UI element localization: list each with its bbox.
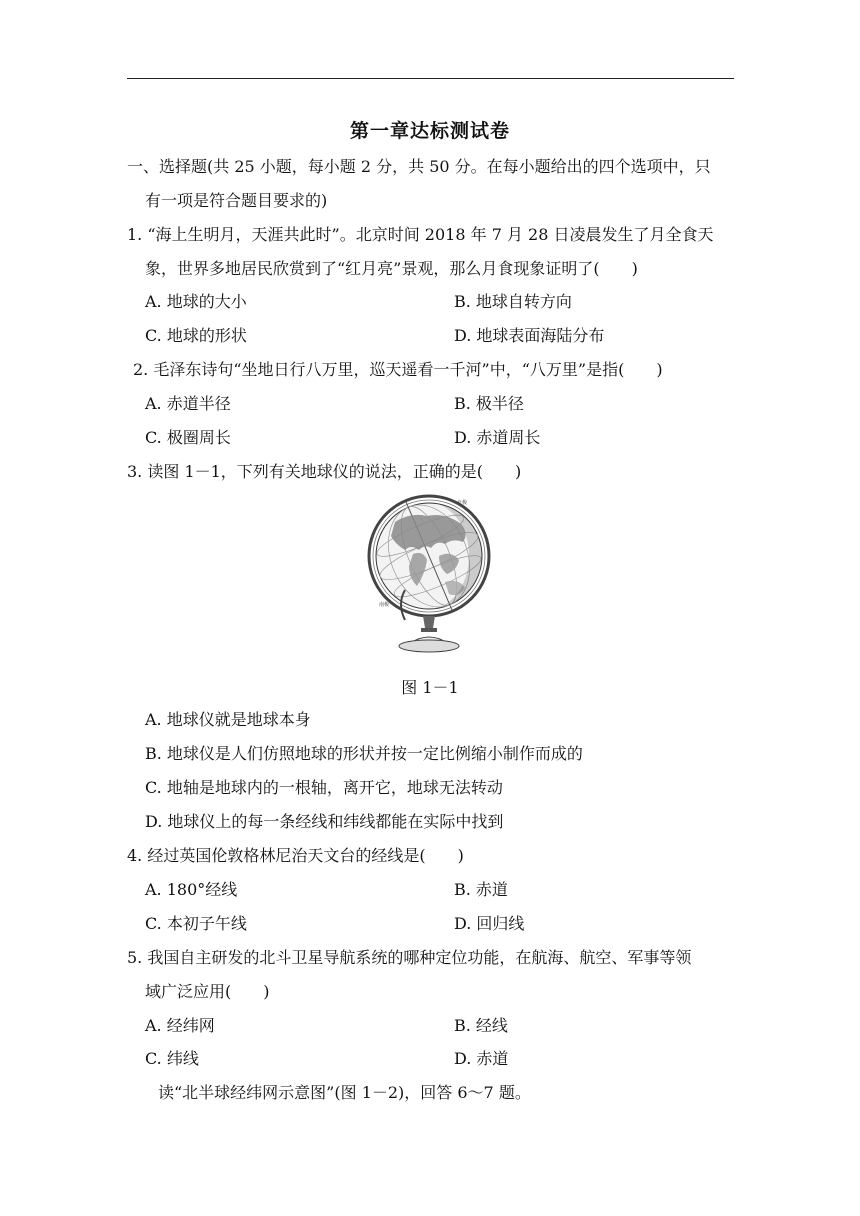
question-1-stem-line2: 象，世界多地居民欣赏到了“红月亮”景观，那么月食现象证明了( ) <box>145 259 638 278</box>
section-heading-line2: 有一项是符合题目要求的) <box>145 191 328 210</box>
question-2-option-b: B. 极半径 <box>454 394 524 413</box>
question-4-option-a: A. 180°经线 <box>145 880 238 899</box>
figure-label-north: 北极 <box>457 500 468 506</box>
question-4-option-c: C. 本初子午线 <box>145 914 247 933</box>
question-1-option-c: C. 地球的形状 <box>145 326 247 345</box>
question-3-option-c: C. 地轴是地球内的一根轴，离开它，地球无法转动 <box>145 778 503 797</box>
question-5-option-a: A. 经纬网 <box>145 1016 215 1035</box>
question-4-stem: 4. 经过英国伦敦格林尼治天文台的经线是( ) <box>127 846 464 865</box>
question-1-option-d: D. 地球表面海陆分布 <box>454 326 605 345</box>
question-3-option-b: B. 地球仪是人们仿照地球的形状并按一定比例缩小制作而成的 <box>145 744 583 763</box>
question-5-option-d: D. 赤道 <box>454 1049 509 1068</box>
question-2-stem: 2. 毛泽东诗句“坐地日行八万里，巡天遥看一千河”中，“八万里”是指( ) <box>133 360 663 379</box>
section-heading-line1: 一、选择题(共 25 小题，每小题 2 分，共 50 分。在每小题给出的四个选项中，只 <box>127 157 711 176</box>
question-1-stem-line1: 1. “海上生明月，天涯共此时”。北京时间 2018 年 7 月 28 日凌晨发生了月全食天 <box>127 225 714 244</box>
globe-illustration <box>365 494 495 664</box>
header-rule <box>127 78 734 79</box>
question-4-option-b: B. 赤道 <box>454 880 508 899</box>
question-3-option-d: D. 地球仪上的每一条经线和纬线都能在实际中找到 <box>145 812 504 831</box>
question-5-stem-line2: 域广泛应用( ) <box>145 982 270 1001</box>
page-title: 第一章达标测试卷 <box>349 120 510 142</box>
question-5-option-b: B. 经线 <box>454 1016 508 1035</box>
reading-prompt: 读“北半球经纬网示意图”(图 1－2)，回答 6～7 题。 <box>158 1083 531 1102</box>
question-1-option-b: B. 地球自转方向 <box>454 292 572 311</box>
question-3-option-a: A. 地球仪就是地球本身 <box>145 710 311 729</box>
figure-caption: 图 1－1 <box>401 678 459 697</box>
question-2-option-d: D. 赤道周长 <box>454 428 541 447</box>
question-2-option-a: A. 赤道半径 <box>145 394 231 413</box>
question-3-stem: 3. 读图 1－1，下列有关地球仪的说法，正确的是( ) <box>127 462 522 481</box>
question-5-stem-line1: 5. 我国自主研发的北斗卫星导航系统的哪种定位功能，在航海、航空、军事等领 <box>127 948 692 967</box>
globe-figure <box>365 494 495 664</box>
question-5-option-c: C. 纬线 <box>145 1049 199 1068</box>
question-4-option-d: D. 回归线 <box>454 914 525 933</box>
question-2-option-c: C. 极圈周长 <box>145 428 231 447</box>
question-1-option-a: A. 地球的大小 <box>145 292 247 311</box>
figure-label-south: 南极 <box>379 602 390 608</box>
